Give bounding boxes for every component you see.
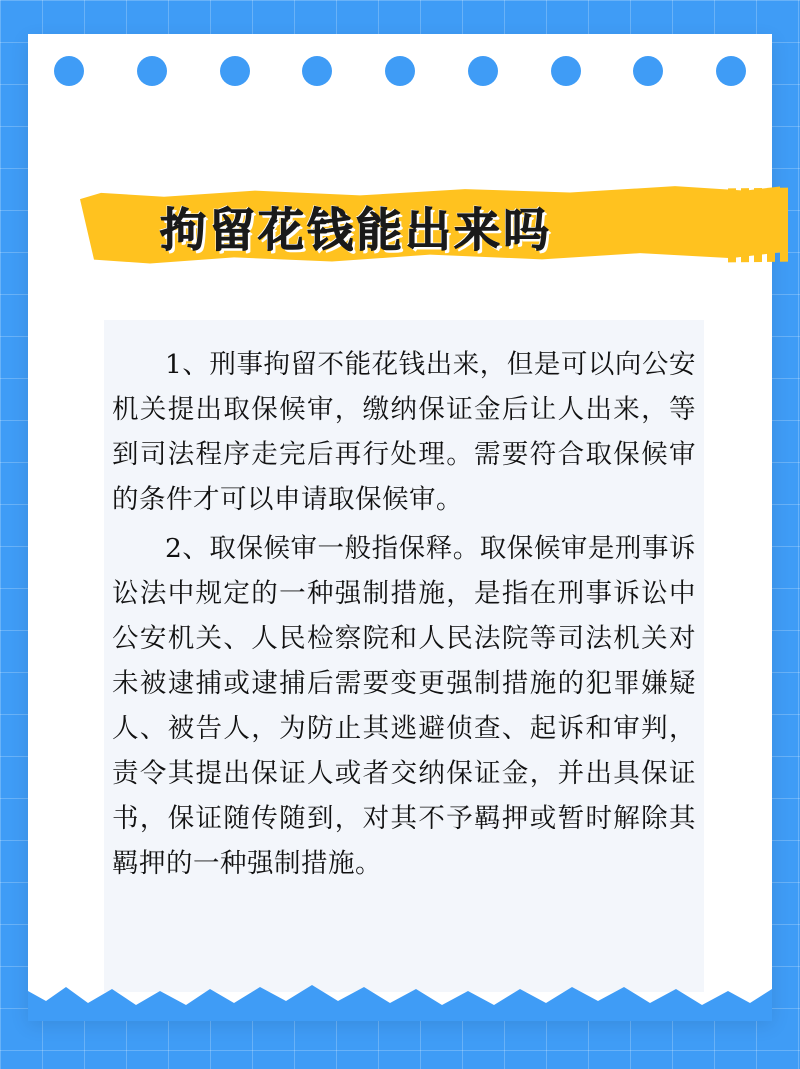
punch-hole-icon (716, 56, 746, 86)
punch-hole-icon (385, 56, 415, 86)
paper-card (28, 34, 772, 1019)
highlight-brush-tail (728, 188, 788, 263)
title-banner (80, 172, 720, 272)
torn-paper-edge (28, 975, 772, 1021)
punch-hole-icon (54, 56, 84, 86)
page-title: 拘留花钱能出来吗 (160, 204, 552, 256)
punch-hole-icon (551, 56, 581, 86)
paragraph: 2、取保候审一般指保释。取保候审是刑事诉讼法中规定的一种强制措施，是指在刑事诉讼中公安机关、人民检察院和人民法院等司法机关对未被逮捕或逮捕后需要变更强制措施的犯罪嫌疑人、被告人，为防止其逃避侦查、起诉和审判，责令其提出保证人或者交纳保证金，并出具保证书，保证随传随到，对其不予羁押或暂时解除其羁押的一种强制措施。 (112, 533, 696, 879)
paragraph: 1、刑事拘留不能花钱出来，但是可以向公安机关提出取保候审，缴纳保证金后让人出来，等到司法程序走完后再行处理。需要符合取保候审的条件才可以申请取保候审。 (112, 349, 696, 515)
punch-hole-icon (633, 56, 663, 86)
punch-hole-icon (220, 56, 250, 86)
punch-hole-icon (137, 56, 167, 86)
punch-hole-icon (468, 56, 498, 86)
punch-hole-icon (302, 56, 332, 86)
article-body (104, 320, 704, 992)
punch-hole-row (28, 56, 772, 96)
